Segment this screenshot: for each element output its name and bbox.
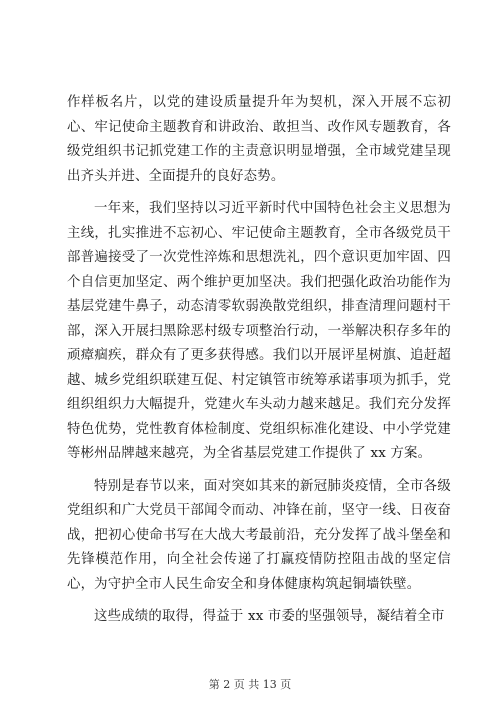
paragraph-year-review: 一年来，我们坚持以习近平新时代中国特色社会主义思想为主线，扎实推进不忘初心、牢记使命主题教育，全市各级党员干部普遍接受了一次党性淬炼和思想洗礼，四个意识更加牢固、四个自信更加坚定、两个维护更加坚决。我们把强化政治功能作为基层党建牛鼻子，动态清零软弱涣散党组织，排查清理问题村干部，深入开展扫黑除恶村级专项整治行动，一举解决积存多年的顽瘴痼疾，群众有了更多获得感。我们以开展评星树旗、追赶超越、城乡党组织联建互促、村定镇管市统筹承诺事项为抓手，党组织组织力大幅提升，党建火车头动力越来越足。我们充分发挥特色优势，党性教育体检制度、党组织标准化建设、中小学党建等彬州品牌越来越亮，为全省基层党建工作提供了 xx 方案。	[67, 201, 451, 461]
paragraph-continuation: 作样板名片，以党的建设质量提升年为契机，深入开展不忘初心、牢记使命主题教育和讲政治、敢担当、改作风专题教育，各级党组织书记抓党建工作的主责意识明显增强，全市域党建呈现出齐头并进、全面提升的良好态势。	[67, 95, 451, 184]
paragraph-achievements: 这些成绩的取得，得益于 xx 市委的坚强领导，凝结着全市	[94, 609, 445, 624]
page-number-footer: 第 2 页 共 13 页	[208, 678, 292, 691]
paragraph-epidemic: 特别是春节以来，面对突如其来的新冠肺炎疫情，全市各级党组织和广大党员干部闻令而动、冲锋在前，坚守一线、日夜奋战，把初心使命书写在大战大考最前沿，充分发挥了战斗堡垒和先锋模范作用，向全社会传递了打赢疫情防控阻击战的坚定信心，为守护全市人民生命安全和身体健康构筑起铜墙铁壁。	[67, 478, 451, 592]
document-body	[67, 91, 451, 638]
